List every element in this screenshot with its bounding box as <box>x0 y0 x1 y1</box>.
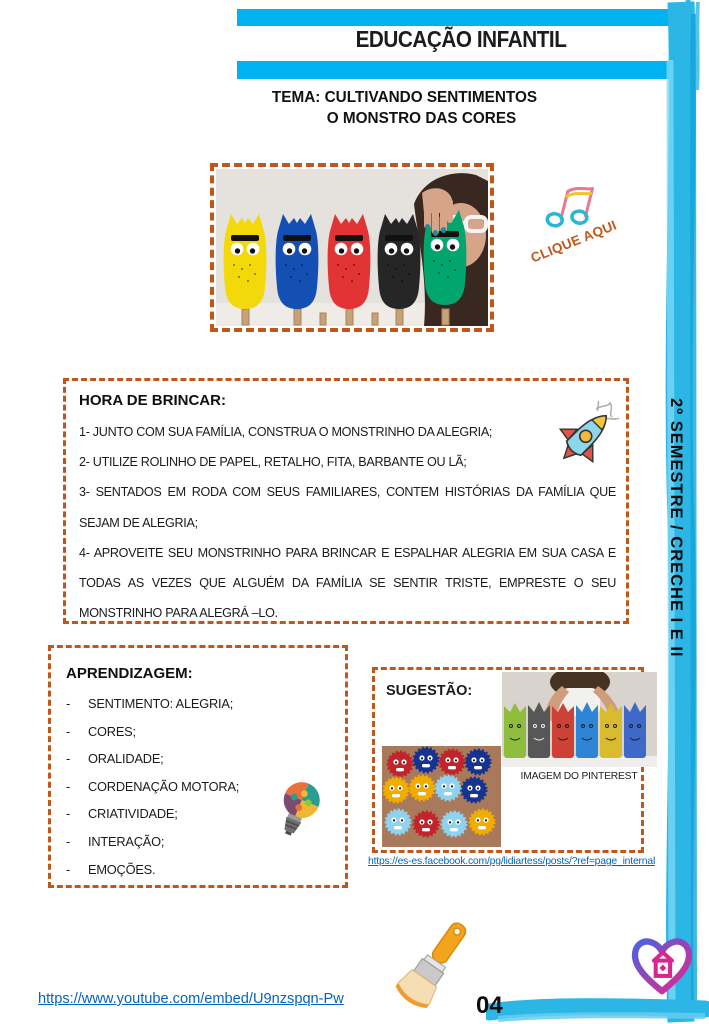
bullet-dash: - <box>66 861 71 877</box>
pompom-monsters-image <box>382 746 501 847</box>
page-number: 04 <box>476 992 503 1019</box>
learning-item-label: ORALIDADE; <box>88 751 164 767</box>
pinterest-caption: IMAGEM DO PINTEREST <box>520 771 638 782</box>
rocket-icon <box>552 399 622 471</box>
clique-aqui-label[interactable]: CLIQUE AQUI <box>528 217 619 266</box>
bullet-dash: - <box>66 778 71 794</box>
bullet-dash: - <box>66 723 71 739</box>
instruction-item: 2- UTILIZE ROLINHO DE PAPEL, RETALHO, FITA, BARBANTE OU LÃ; <box>79 455 467 470</box>
hora-de-brincar-box <box>63 378 629 624</box>
learning-item-label: EMOÇÕES. <box>88 861 156 877</box>
header-bar-top <box>237 9 685 26</box>
learning-item-label: CORDENAÇÃO MOTORA; <box>88 778 240 794</box>
learning-item <box>66 690 337 718</box>
bullet-dash: - <box>66 696 71 711</box>
heart-logo-icon <box>624 930 700 1002</box>
bullet-dash: - <box>66 806 71 822</box>
page-title: EDUCAÇÃO INFANTIL <box>355 26 567 52</box>
instruction-item: 1- JUNTO COM SUA FAMÍLIA, CONSTRUA O MONSTRINHO DA ALEGRIA; <box>79 425 493 439</box>
bullet-dash: - <box>66 751 71 767</box>
youtube-link[interactable]: https://www.youtube.com/embed/U9nzspqn-Pw <box>38 991 344 1007</box>
paintbrush-icon <box>381 916 485 1016</box>
theme-heading <box>232 87 577 129</box>
side-banner: 2º SEMESTRE / CRECHE I E II <box>667 398 685 658</box>
sugestao-title: SUGESTÃO: <box>386 683 473 699</box>
header-bar-bottom <box>237 61 685 79</box>
learning-item <box>66 745 337 773</box>
bullet-dash: - <box>66 833 71 849</box>
instruction-item: 3- SENTADOS EM RODA COM SEUS FAMILIARES, CONTEM HISTÓRIAS DA FAMÍLIA QUE SEJAM DE ALEGRIA; <box>79 485 616 530</box>
lightbulb-puzzle-icon <box>273 774 335 840</box>
paper-roll-monsters-image <box>502 672 657 767</box>
facebook-link[interactable]: https://es-es.facebook.com/pg/lidiartess/posts/?ref=page_internal <box>368 856 656 867</box>
learning-item <box>66 718 337 746</box>
learning-item-label: INTERAÇÃO; <box>88 833 165 849</box>
video-thumbnail-frame[interactable] <box>210 163 494 332</box>
learning-item-label: CORES; <box>88 723 136 739</box>
learning-item <box>66 856 337 884</box>
monsters-photo <box>216 169 488 326</box>
sugestao-box <box>372 667 644 853</box>
learning-item-label: SENTIMENTO: ALEGRIA; <box>88 696 234 711</box>
hora-title: HORA DE BRINCAR: <box>79 392 226 409</box>
aprendizagem-title: APRENDIZAGEM: <box>66 665 193 682</box>
theme-subtitle: O MONSTRO DAS CORES <box>326 110 517 127</box>
aprendizagem-box <box>48 645 348 888</box>
instruction-item: 4- APROVEITE SEU MONSTRINHO PARA BRINCAR E ESPALHAR ALEGRIA EM SUA CASA E TODAS AS VEZES QUE ALGUÉM DA FAMÍLIA SE SENTIR TRISTE, EMPRESTE O SEU MONSTRINHO PARA ALEGRÁ –LO. <box>79 545 616 621</box>
theme-title: TEMA: CULTIVANDO SENTIMENTOS <box>271 89 538 106</box>
learning-item-label: CRIATIVIDADE; <box>88 806 178 822</box>
